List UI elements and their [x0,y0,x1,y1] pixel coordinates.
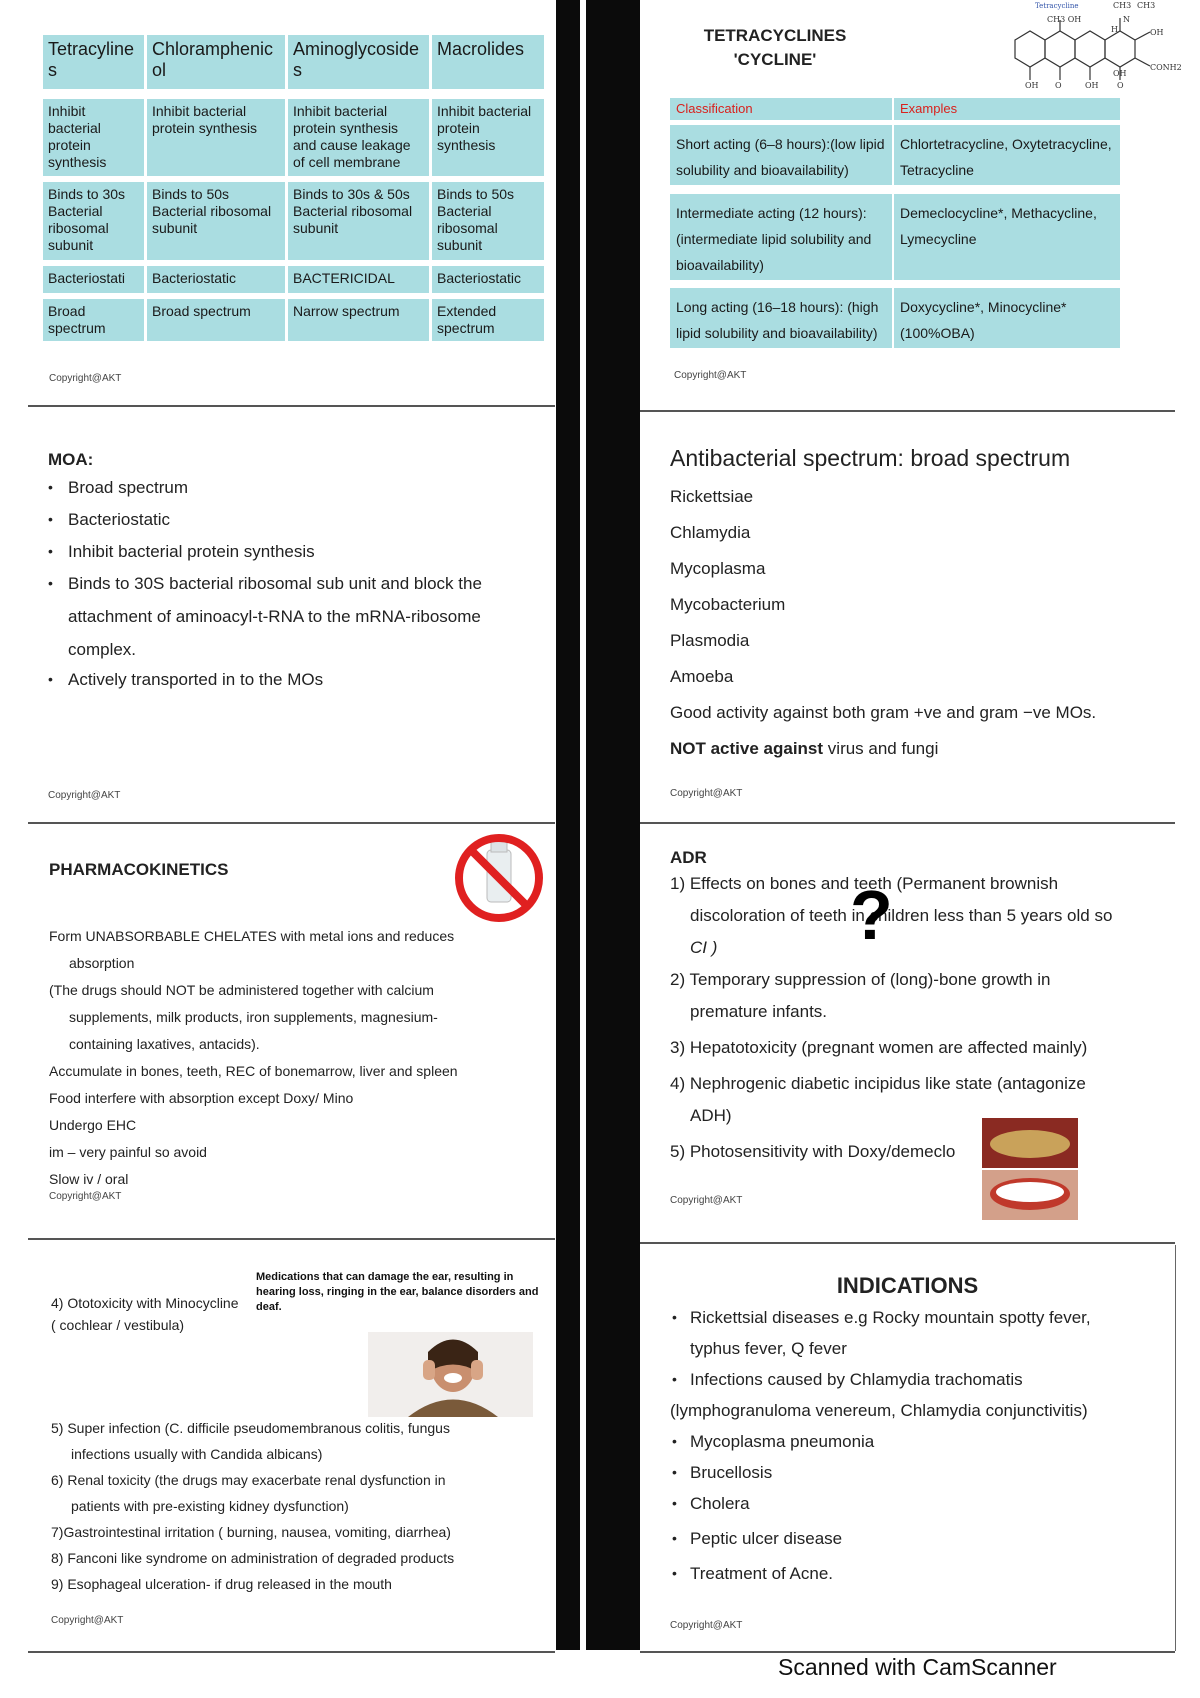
slide-title: PHARMACOKINETICS [49,860,229,879]
table-header: Aminoglycoside s [288,35,429,89]
slide-indications [640,1245,1175,1650]
row-separator [640,1651,1175,1653]
indication-item: • Treatment of Acne. [672,1564,833,1583]
question-mark-icon: ? [850,876,893,954]
row-separator [28,822,555,824]
copyright: Copyright@AKT [48,790,121,801]
adr-line: CI ) [690,938,718,957]
moa-bullet: • Actively transported in to the MOs [48,670,324,689]
slide-adr [640,830,1175,1230]
table-cell: Narrow spectrum [288,299,429,341]
slide-title: MOA: [48,450,94,469]
divider-left [556,0,580,1650]
indication-item: • Cholera [672,1494,750,1513]
spectrum-item: Mycoplasma [670,559,766,578]
copyright: Copyright@AKT [49,1191,122,1202]
row-separator [28,405,555,407]
adr-line: 8) Fanconi like syndrome on administration of degraded products [51,1550,455,1566]
table-cell: Binds to 50s Bacterial ribosomal subunit [432,182,544,260]
svg-text:CONH2: CONH2 [1150,63,1182,72]
svg-text:OH: OH [1085,81,1099,90]
moa-bullet: • Inhibit bacterial protein synthesis [48,542,315,561]
slide-moa [28,413,553,818]
class-row-intermediate: Intermediate acting (12 hours): (intermediate lipid solubility and bioavailability) [670,194,892,280]
spectrum-item: Amoeba [670,667,734,686]
slide-spectrum [640,413,1175,818]
adr-line: infections usually with Candida albicans) [71,1446,323,1462]
adr-line: patients with pre-existing kidney dysfunction) [71,1498,349,1514]
spectrum-item: Rickettsiae [670,487,754,506]
indication-item: typhus fever, Q fever [690,1339,847,1358]
adr-line: 1) Effects on bones and teeth (Permanent brownish [670,874,1059,893]
structure-label: Tetracycline [1035,2,1079,10]
row-separator [640,822,1175,824]
indication-item: • Infections caused by Chlamydia trachomatis [672,1370,1023,1389]
table-cell: Binds to 30s & 50s Bacterial ribosomal subunit [288,182,429,260]
indication-item: (lymphogranuloma venereum, Chlamydia conjunctivitis) [670,1401,1088,1420]
spectrum-item: Good activity against both gram +ve and gram −ve MOs. [670,703,1097,722]
table-cell: Bacteriostatic [432,266,544,293]
adr-line: 5) Super infection (C. difficile pseudomembranous colitis, fungus [51,1420,450,1436]
adr-line: 3) Hepatotoxicity (pregnant women are affected mainly) [670,1038,1088,1057]
examples-row-short: Chlortetracycline, Oxytetracycline, Tetracycline [894,125,1120,185]
spectrum-item: Mycobacterium [670,595,786,614]
spectrum-item: Plasmodia [670,631,750,650]
svg-text:CH3: CH3 [1137,1,1156,10]
copyright: Copyright@AKT [49,373,122,384]
adr-line: ADH) [690,1106,732,1125]
right-border [1175,1245,1176,1651]
svg-text:N: N [1123,15,1130,24]
pk-line: im – very painful so avoid [49,1144,207,1160]
svg-text:CH3 OH: CH3 OH [1047,15,1082,24]
pk-line: Food interfere with absorption except Doxy/ Mino [49,1090,354,1106]
row-separator [640,410,1175,412]
copyright: Copyright@AKT [670,788,743,799]
col-header-classification: Classification [670,98,892,120]
class-row-short: Short acting (6–8 hours):(low lipid solubility and bioavailability) [670,125,892,185]
svg-text:O: O [1117,81,1124,90]
table-cell: Inhibit bacterial protein synthesis and cause leakage of cell membrane [288,99,429,176]
slide-adr-continued [28,1245,553,1650]
table-header: Chloramphenic ol [147,35,285,89]
table-cell: Extended spectrum [432,299,544,341]
adr-line: premature infants. [690,1002,828,1021]
indication-item: • Brucellosis [672,1463,773,1482]
tetracycline-structure [995,0,1182,95]
copyright: Copyright@AKT [670,1620,743,1631]
adr-line: 7)Gastrointestinal irritation ( burning, nausea, vomiting, diarrhea) [51,1524,451,1540]
teeth-photo [982,1118,1078,1220]
slide-tetracyclines [640,0,1182,405]
table-cell: BACTERICIDAL [288,266,429,293]
indication-item: • Rickettsial diseases e.g Rocky mountain spotty fever, [672,1308,1091,1327]
moa-bullet: • Binds to 30S bacterial ribosomal sub unit and block the attachment of aminoacyl-t-RNA to the mRNA-ribosome complex. [48,574,482,659]
examples-row-intermediate: Demeclocycline*, Methacycline, Lymecycline [894,194,1120,280]
pk-line: supplements, milk products, iron supplements, magnesium- [69,1009,438,1025]
svg-text:H: H [1111,25,1118,34]
pk-line: Accumulate in bones, teeth, REC of bonemarrow, liver and spleen [49,1063,458,1079]
adr-line: 2) Temporary suppression of (long)-bone growth in [670,970,1051,989]
pk-line: absorption [69,955,135,971]
table-cell: Bacteriostati [43,266,144,293]
table-cell: Bacteriostatic [147,266,285,293]
ototoxicity-line: ( cochlear / vestibula) [51,1317,185,1333]
table-cell: Broad spectrum [147,299,285,341]
no-milk-icon [453,832,545,924]
svg-text:OH: OH [1025,81,1039,90]
spectrum-item-not-active: NOT active against virus and fungi [670,739,939,758]
svg-text:O: O [1055,81,1062,90]
svg-text:OH: OH [1113,69,1127,78]
pk-line: Slow iv / oral [49,1171,129,1187]
table-cell: Binds to 50s Bacterial ribosomal subunit [147,182,285,260]
examples-row-long: Doxycycline*, Minocycline* (100%OBA) [894,288,1120,348]
moa-bullet: • Broad spectrum [48,478,188,497]
ototoxicity-line: 4) Ototoxicity with Minocycline [51,1295,239,1311]
table-cell: Inhibit bacterial protein synthesis [432,99,544,176]
copyright: Copyright@AKT [51,1615,124,1626]
indication-item: • Peptic ulcer disease [672,1529,843,1548]
copyright: Copyright@AKT [674,370,747,381]
svg-text:OH: OH [1150,28,1164,37]
row-separator [28,1238,555,1240]
table-cell: Binds to 30s Bacterial ribosomal subunit [43,182,144,260]
divider-right [586,0,640,1650]
slide-antibiotic-comparison [28,0,553,400]
col-header-examples: Examples [894,98,1120,120]
pk-line: (The drugs should NOT be administered together with calcium [49,982,434,998]
indication-item: • Mycoplasma pneumonia [672,1432,875,1451]
adr-line: 5) Photosensitivity with Doxy/demeclo [670,1142,956,1161]
adr-line: 4) Nephrogenic diabetic incipidus like state (antagonize [670,1074,1086,1093]
pk-line: Form UNABSORBABLE CHELATES with metal ions and reduces [49,928,455,944]
svg-text:CH3: CH3 [1113,1,1132,10]
woman-covering-ears-photo [368,1332,533,1417]
table-cell: Inhibit bacterial protein synthesis [147,99,285,176]
table-header: Tetracyline s [43,35,144,89]
slide-pharmacokinetics [28,830,553,1230]
slide-title: ADR [670,848,707,867]
adr-line: 9) Esophageal ulceration- if drug released in the mouth [51,1576,392,1592]
ear-caption: Medications that can damage the ear, resulting in hearing loss, ringing in the ear, balance disorders and deaf. [256,1271,539,1313]
pk-line: Undergo EHC [49,1117,137,1133]
slide-title: INDICATIONS [836,1273,979,1298]
class-row-long: Long acting (16–18 hours): (high lipid solubility and bioavailability) [670,288,892,348]
copyright: Copyright@AKT [670,1195,743,1206]
scanner-watermark: Scanned with CamScanner [778,1654,1057,1680]
adr-line: 6) Renal toxicity (the drugs may exacerbate renal dysfunction in [51,1472,446,1488]
pk-line: containing laxatives, antacids). [69,1036,260,1052]
slide-title: Antibacterial spectrum: broad spectrum [670,445,1071,471]
row-separator [640,1242,1175,1244]
table-cell: Inhibit bacterial protein synthesis [43,99,144,176]
row-separator [28,1651,555,1653]
adr-line: discoloration of teeth in children less than 5 years old so [690,906,1113,925]
slide-title: TETRACYCLINES 'CYCLINE' [703,26,847,69]
moa-bullet: • Bacteriostatic [48,510,171,529]
table-cell: Broad spectrum [43,299,144,341]
table-header: Macrolides [432,35,544,89]
spectrum-item: Chlamydia [670,523,751,542]
